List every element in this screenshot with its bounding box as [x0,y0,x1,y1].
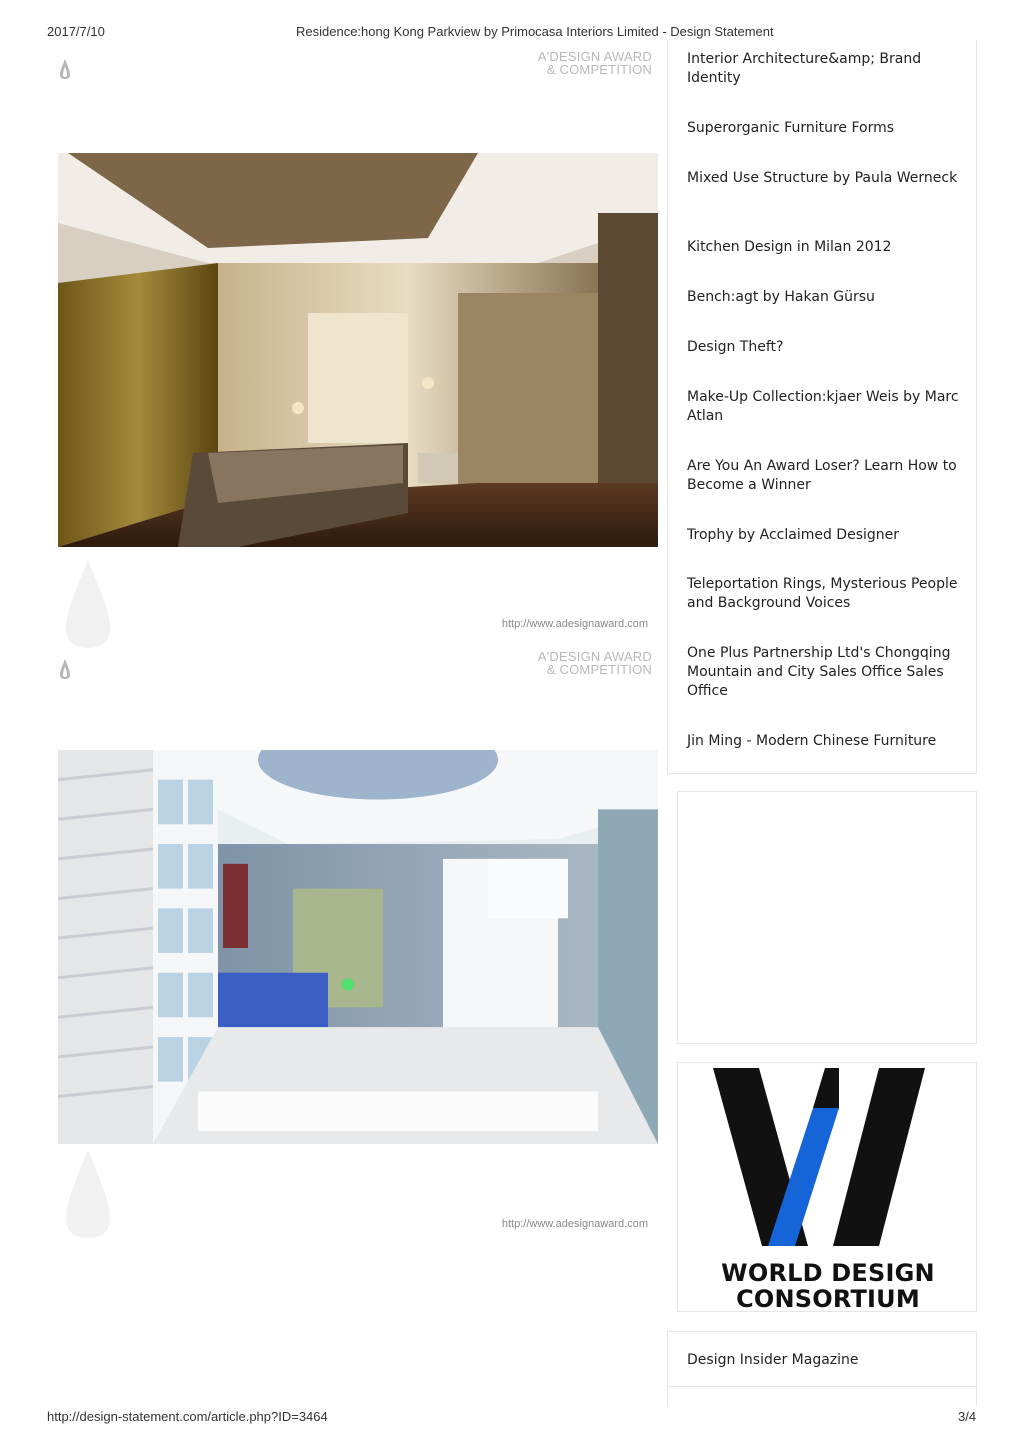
related-article-link[interactable]: Bench:agt by Hakan Gürsu [687,289,875,305]
related-article-link[interactable]: Interior Architecture&amp; Brand Identity [687,51,922,86]
wordmark-line-2: & COMPETITION [546,62,652,77]
related-article-link[interactable]: Are You An Award Loser? Learn How to Become a Winner [687,458,957,493]
divider [668,1386,976,1387]
world-design-consortium-banner[interactable] [677,1062,977,1312]
adesign-watermark-icon [58,1150,168,1238]
adesign-logo-icon [58,658,72,680]
related-article-link[interactable]: Make-Up Collection:kjaer Weis by Marc Atlan [687,389,959,424]
kids-room-photo [58,750,658,1144]
print-page-number: 3/4 [958,1409,977,1424]
related-article-link[interactable]: Mixed Use Structure by Paula Werneck [687,170,958,186]
print-page-title: Residence:hong Kong Parkview by Primocasa Interiors Limited - Design Statement [296,24,774,39]
wdc-name-line-2: CONSORTIUM [736,1285,920,1313]
related-article-link[interactable]: Jin Ming - Modern Chinese Furniture [687,733,937,749]
wordmark-line-1: A'DESIGN AWARD [537,649,652,664]
design-insider-magazine-link[interactable]: Design Insider Magazine [687,1352,859,1368]
adesign-watermark-icon [58,560,168,648]
related-article-link[interactable]: Teleportation Rings, Mysterious People and Background Voices [687,576,958,611]
bedroom-photo [58,153,658,547]
wordmark-line-1: A'DESIGN AWARD [537,49,652,64]
adesign-logo-icon [58,58,72,80]
print-source-url: http://design-statement.com/article.php?ID=3464 [47,1409,328,1424]
wordmark-line-2: & COMPETITION [546,662,652,677]
related-article-link[interactable]: Superorganic Furniture Forms [687,120,895,136]
related-article-link[interactable]: Kitchen Design in Milan 2012 [687,239,892,255]
print-date: 2017/7/10 [47,24,105,39]
adesign-site-url: http://www.adesignaward.com [501,1218,648,1230]
award-sheet-2 [44,650,664,1250]
wdc-w-logo-icon [713,1068,943,1258]
adesign-award-wordmark [538,50,652,76]
adesign-award-wordmark [538,650,652,676]
award-sheet-1 [44,50,664,650]
related-article-link[interactable]: Trophy by Acclaimed Designer [687,527,900,543]
magazine-panel [667,1331,977,1406]
related-article-link[interactable]: Design Theft? [687,339,784,355]
adesign-site-url: http://www.adesignaward.com [501,618,648,630]
ad-placeholder [677,791,977,1044]
related-article-link[interactable]: One Plus Partnership Ltd's Chongqing Mountain and City Sales Office Sales Office [687,645,951,699]
related-articles-panel [667,40,977,774]
wdc-name-line-1: WORLD DESIGN [721,1259,935,1287]
